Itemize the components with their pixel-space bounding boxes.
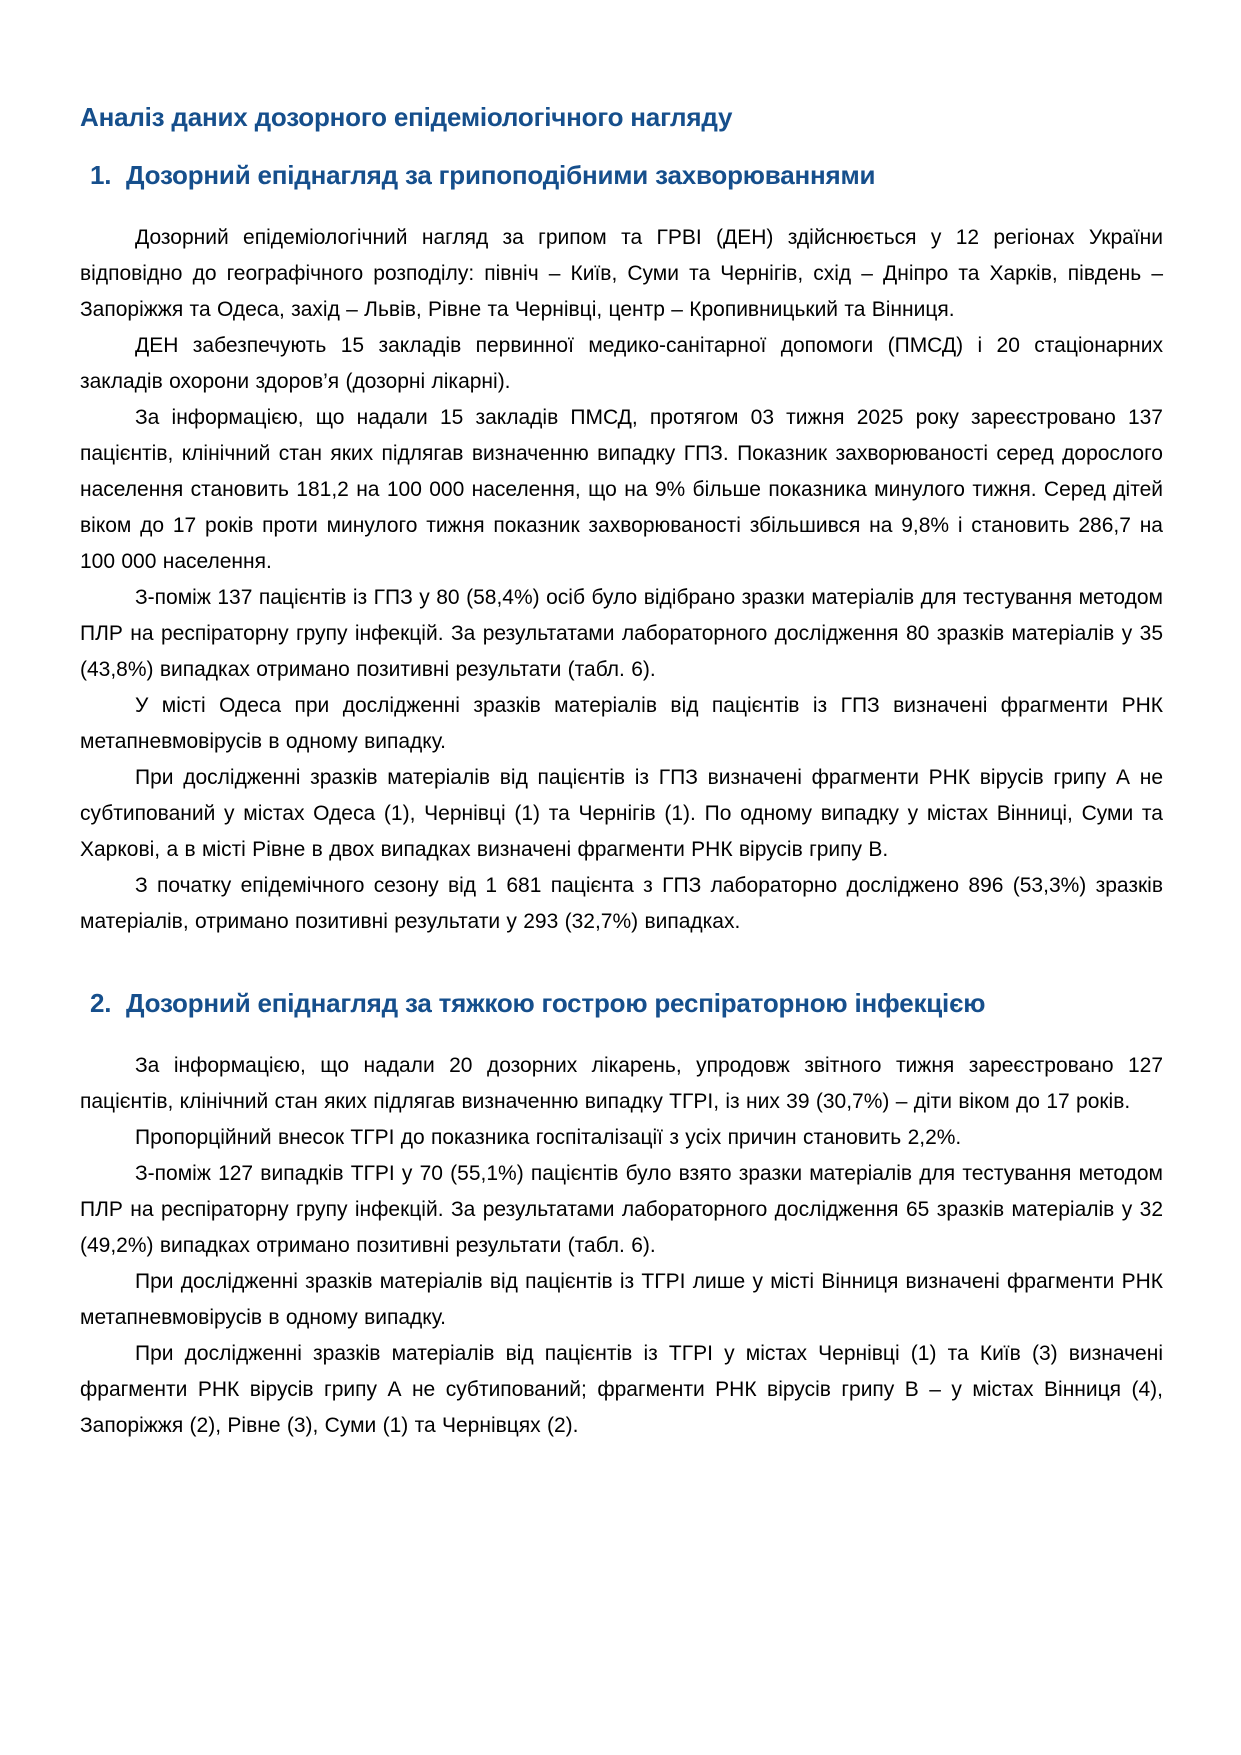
paragraph-ili-sampling: З-поміж 137 пацієнтів із ГПЗ у 80 (58,4%) осіб було відібрано зразки матеріалів для тестування методом ПЛР на респіраторну групу інфекцій. За результатами лабораторного дослідження 80 зразків матеріалів у 35 (43,8%) випадках отримано позитивні результати (табл. 6). xyxy=(80,586,1163,681)
paragraph-ili-facilities: ДЕН забезпечують 15 закладів первинної медико-санітарної допомоги (ПМСД) і 20 стаціонарних закладів охорони здоров’я (дозорні лікарні). xyxy=(80,334,1163,393)
paragraph-ili-influenza-findings: При дослідженні зразків матеріалів від пацієнтів із ГПЗ визначені фрагменти РНК вірусів грипу А не субтипований у містах Одеса (1), Чернівці (1) та Чернігів (1). По одному випадку у містах Вінниці, Суми та Харкові, а в місті Рівне в двох випадках визначені фрагменти РНК вірусів грипу В. xyxy=(80,766,1163,861)
section-2-heading xyxy=(80,984,1163,1022)
section-1-heading xyxy=(80,156,1163,194)
paragraph-sari-sampling: З-поміж 127 випадків ТГРІ у 70 (55,1%) пацієнтів було взято зразки матеріалів для тестування методом ПЛР на респіраторну групу інфекцій. За результатами лабораторного дослідження 65 зразків матеріалів у 32 (49,2%) випадках отримано позитивні результати (табл. 6). xyxy=(80,1162,1163,1257)
section-2-title: Дозорний епіднагляд за тяжкою гострою респіраторною інфекцією xyxy=(126,988,986,1018)
section-1-number: 1. xyxy=(90,160,112,190)
section-ili xyxy=(80,156,1163,940)
section-sari xyxy=(80,984,1163,1444)
section-1-title: Дозорний епіднагляд за грипоподібними захворюваннями xyxy=(126,160,876,190)
paragraph-ili-regions: Дозорний епідеміологічний нагляд за грипом та ГРВІ (ДЕН) здійснюється у 12 регіонах України відповідно до географічного розподілу: північ – Київ, Суми та Чернігів, схід – Дніпро та Харків, південь – Запоріжжя та Одеса, захід – Львів, Рівне та Чернівці, центр – Кропивницький та Вінниця. xyxy=(80,226,1163,321)
paragraph-sari-influenza-findings: При дослідженні зразків матеріалів від пацієнтів із ТГРІ у містах Чернівці (1) та Київ (3) визначені фрагменти РНК вірусів грипу А не субтипований; фрагменти РНК вірусів грипу В – у містах Вінниця (4), Запоріжжя (2), Рівне (3), Суми (1) та Чернівцях (2). xyxy=(80,1342,1163,1437)
paragraph-ili-season-totals: З початку епідемічного сезону від 1 681 пацієнта з ГПЗ лабораторно досліджено 896 (53,3%) зразків матеріалів, отримано позитивні результати у 293 (32,7%) випадках. xyxy=(80,874,1163,933)
paragraph-ili-odesa-metapneumovirus: У місті Одеса при дослідженні зразків матеріалів від пацієнтів із ГПЗ визначені фрагменти РНК метапневмовірусів в одному випадку. xyxy=(80,694,1163,753)
paragraph-sari-hospitalization-share: Пропорційний внесок ТГРІ до показника госпіталізації з усіх причин становить 2,2%. xyxy=(135,1126,962,1149)
page-title: Аналіз даних дозорного епідеміологічного нагляду xyxy=(80,102,733,132)
section-2-number: 2. xyxy=(90,988,112,1018)
paragraph-sari-registered: За інформацією, що надали 20 дозорних лікарень, упродовж звітного тижня зареєстровано 127 пацієнтів, клінічний стан яких підлягав визначенню випадку ТГРІ, із них 39 (30,7%) – діти віком до 17 років. xyxy=(80,1054,1163,1113)
paragraph-ili-incidence: За інформацією, що надали 15 закладів ПМСД, протягом 03 тижня 2025 року зареєстровано 137 пацієнтів, клінічний стан яких підлягав визначенню випадку ГПЗ. Показник захворюваності серед дорослого населення становить 181,2 на 100 000 населення, що на 9% більше показника минулого тижня. Серед дітей віком до 17 років проти минулого тижня показник захворюваності збільшився на 9,8% і становить 286,7 на 100 000 населення. xyxy=(80,406,1163,573)
paragraph-sari-vinnytsia-metapneumovirus: При дослідженні зразків матеріалів від пацієнтів із ТГРІ лише у місті Вінниця визначені фрагменти РНК метапневмовірусів в одному випадку. xyxy=(80,1270,1163,1329)
